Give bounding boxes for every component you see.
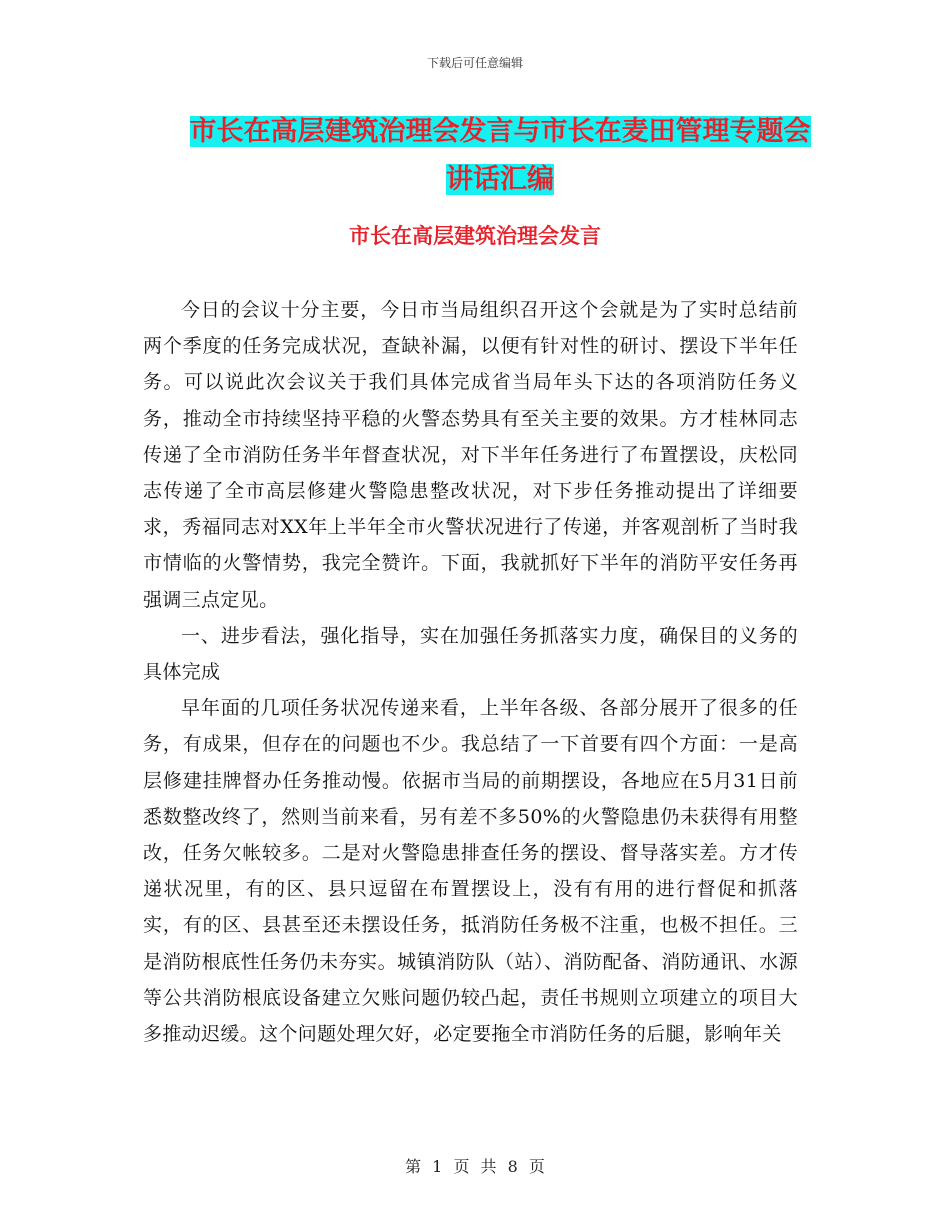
body-paragraph-1: 今日的会议十分主要，今日市当局组织召开这个会就是为了实时总结前两个季度的任务完成状况，查缺补漏，以便有针对性的研讨、摆设下半年任务。可以说此次会议关于我们具体完成省当局年头下达的各项消防任务义务，推动全市持续坚持平稳的火警态势具有至关主要的效果。方才桂林同志传递了全市消防任务半年督查状况，对下半年任务进行了布置摆设，庆松同志传递了全市高层修建火警隐患整改状况，对下步任务推动提出了详细要求，秀福同志对XX年上半年全市火警状况进行了传递，并客观剖析了当时我市情临的火警情势，我完全赞许。下面，我就抓好下半年的消防平安任务再强调三点定见。 bbox=[143, 299, 798, 611]
document-body bbox=[143, 292, 798, 1052]
page-number-footer: 第 1 页 共 8 页 bbox=[405, 1157, 545, 1176]
document-title-line-2: 讲话汇编 bbox=[446, 164, 554, 195]
header-note: 下载后可任意编辑 bbox=[426, 56, 523, 70]
body-paragraph-3: 早年面的几项任务状况传递来看，上半年各级、各部分展开了很多的任务，有成果，但存在的问题也不少。我总结了一下首要有四个方面：一是高层修建挂牌督办任务推动慢。依据市当局的前期摆设，各地应在5月31日前悉数整改终了，然则当前来看，另有差不多50%的火警隐患仍未获得有用整改，任务欠帐较多。二是对火警隐患排查任务的摆设、督导落实差。方才传递状况里，有的区、县只逗留在布置摆设上，没有有用的进行督促和抓落实，有的区、县甚至还未摆设任务，抵消防任务极不注重，也极不担任。三是消防根底性任务仍未夯实。城镇消防队（站）、消防配备、消防通讯、水源等公共消防根底设备建立欠账问题仍较凸起，责任书规则立项建立的项目大多推动迟缓。这个问题处理欠好，必定要拖全市消防任务的后腿，影响年关 bbox=[143, 697, 798, 1046]
document-title bbox=[140, 108, 860, 204]
document-title-line-1: 市长在高层建筑治理会发言与市长在麦田管理专题会 bbox=[189, 116, 811, 147]
body-paragraph-2: 一、进步看法，强化指导，实在加强任务抓落实力度，确保目的义务的具体完成 bbox=[143, 624, 798, 684]
section-title: 市长在高层建筑治理会发言 bbox=[349, 224, 601, 248]
